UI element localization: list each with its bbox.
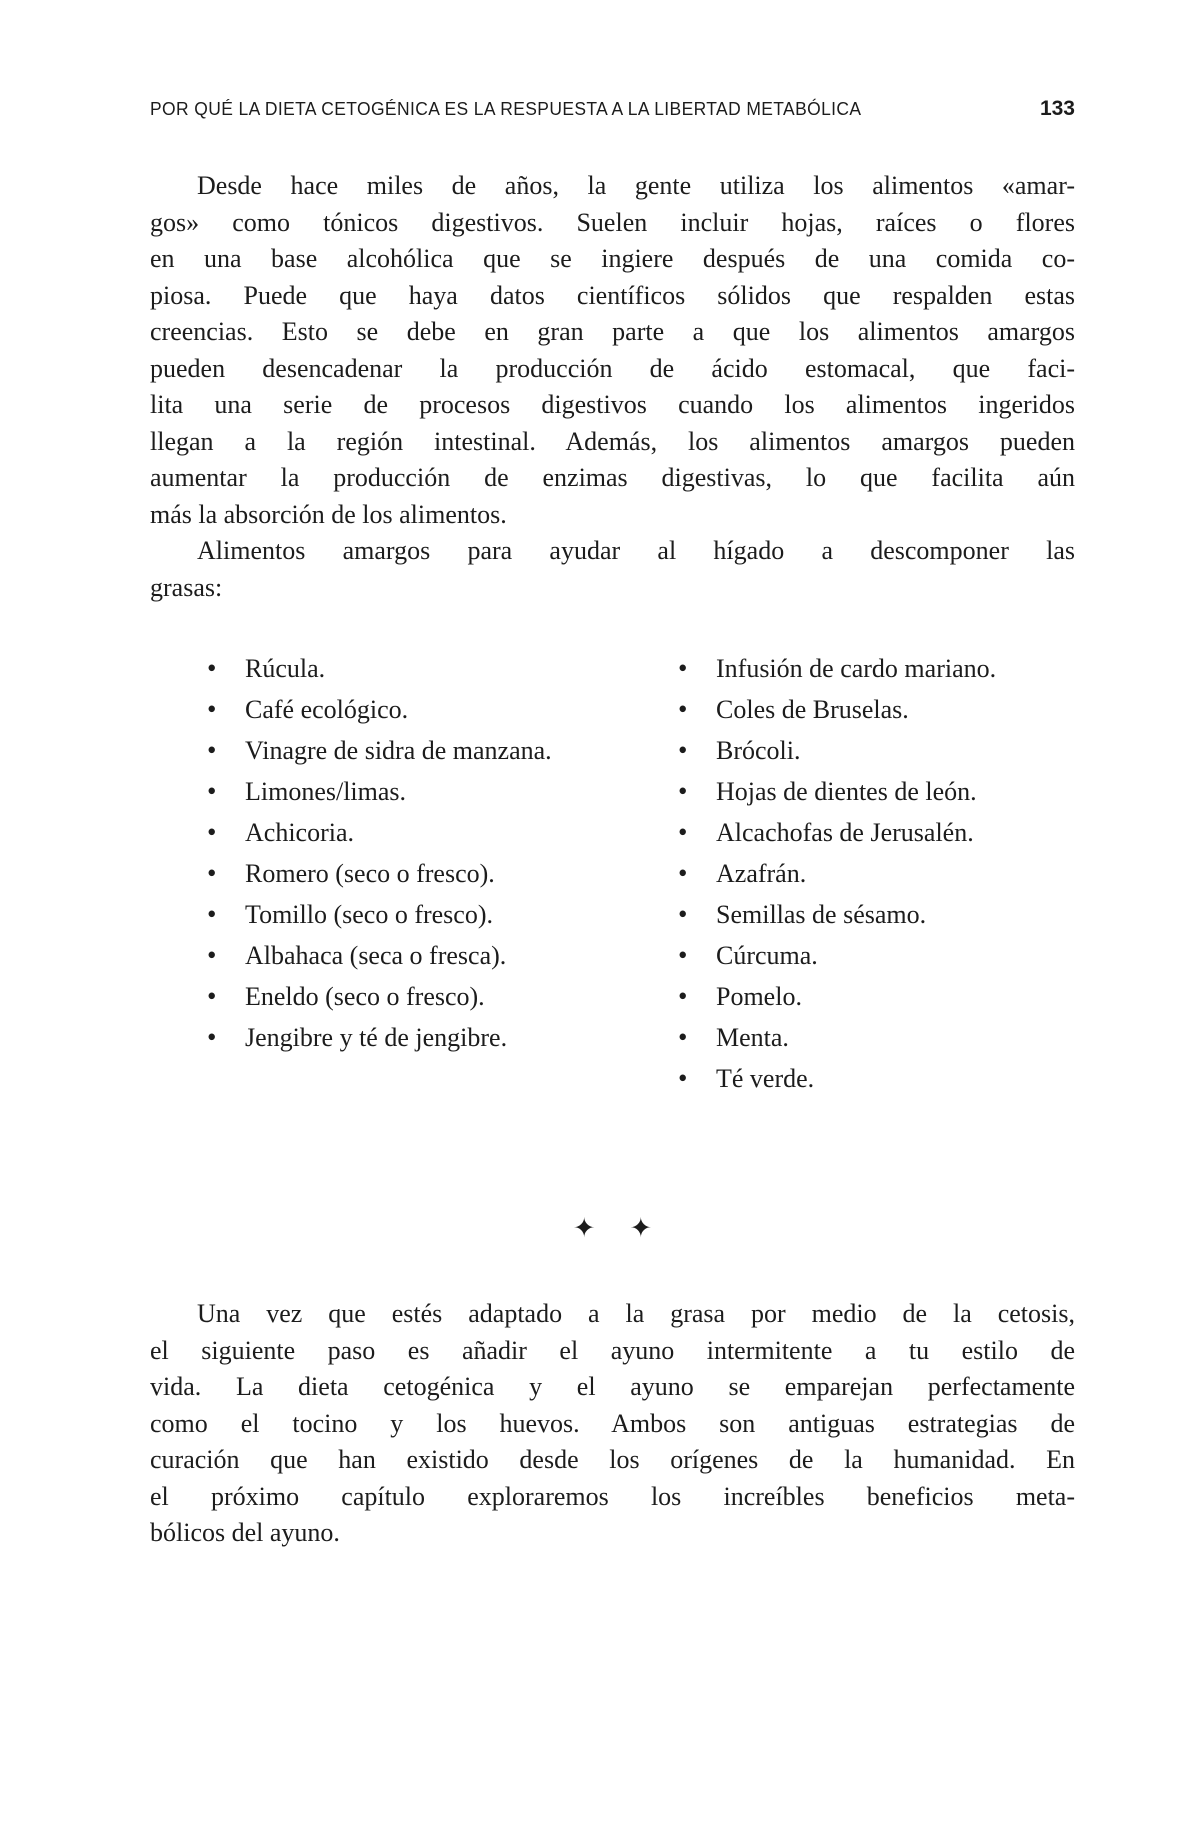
bullet-icon: • xyxy=(678,1063,688,1093)
list-item xyxy=(207,894,678,935)
list-item-label: Achicoria. xyxy=(245,818,355,847)
list-item xyxy=(678,853,1075,894)
bullet-icon: • xyxy=(207,817,217,847)
list-item xyxy=(678,1058,1075,1099)
bullet-icon: • xyxy=(207,899,217,929)
bullet-icon: • xyxy=(207,940,217,970)
list-item-label: Menta. xyxy=(716,1023,789,1052)
list-item xyxy=(207,812,678,853)
bullet-icon: • xyxy=(207,858,217,888)
list-item xyxy=(207,1017,678,1058)
list-item-label: Jengibre y té de jengibre. xyxy=(245,1023,508,1052)
bullet-icon: • xyxy=(207,981,217,1011)
text-line: más la absorción de los alimentos. xyxy=(150,499,507,529)
list-item xyxy=(678,894,1075,935)
bullet-icon: • xyxy=(207,735,217,765)
text-line: gos» como tónicos digestivos. Suelen incluir hojas, raíces o flores xyxy=(150,207,1075,237)
list-item xyxy=(678,730,1075,771)
list-item xyxy=(678,976,1075,1017)
text-line: bólicos del ayuno. xyxy=(150,1518,340,1547)
bullet-icon: • xyxy=(678,653,688,683)
list-item-label: Eneldo (seco o fresco). xyxy=(245,982,485,1011)
text-line: curación que han existido desde los orígenes de la humanidad. En xyxy=(150,1445,1075,1474)
list-item-label: Azafrán. xyxy=(716,859,807,888)
bullet-icon: • xyxy=(678,1022,688,1052)
text-line: el siguiente paso es añadir el ayuno intermitente a tu estilo de xyxy=(150,1335,1075,1365)
text-line: como el tocino y los huevos. Ambos son antiguas estrategias de xyxy=(150,1408,1075,1438)
list-item xyxy=(207,853,678,894)
bullet-icon: • xyxy=(678,899,688,929)
list-item-label: Vinagre de sidra de manzana. xyxy=(245,736,552,765)
list-item xyxy=(207,730,678,771)
chapter-title: POR QUÉ LA DIETA CETOGÉNICA ES LA RESPUESTA A LA LIBERTAD METABÓLICA xyxy=(150,99,862,119)
list-item xyxy=(678,689,1075,730)
text-line: aumentar la producción de enzimas digestivas, lo que facilita aún xyxy=(150,463,1075,492)
bullet-icon: • xyxy=(207,776,217,806)
text-line: Alimentos amargos para ayudar al hígado a descomponer las xyxy=(197,536,1075,565)
text-line: lita una serie de procesos digestivos cuando los alimentos ingeridos xyxy=(150,390,1075,419)
list-item-label: Hojas de dientes de león. xyxy=(716,777,977,806)
page-number: 133 xyxy=(1039,97,1075,120)
text-line: llegan a la región intestinal. Además, los alimentos amargos pueden xyxy=(150,426,1075,456)
bullet-icon: • xyxy=(678,776,688,806)
text-line: Desde hace miles de años, la gente utiliza los alimentos «amar- xyxy=(197,171,1075,200)
text-line: pueden desencadenar la producción de ácido estomacal, que faci- xyxy=(150,353,1075,383)
bullet-icon: • xyxy=(678,858,688,888)
paragraph-bitter-foods xyxy=(150,168,1075,533)
paragraph-fasting xyxy=(150,1296,1075,1552)
list-item-label: Semillas de sésamo. xyxy=(716,900,927,929)
list-item xyxy=(207,648,678,689)
list-item-label: Albahaca (seca o fresca). xyxy=(245,941,507,970)
text-line: en una base alcohólica que se ingiere después de una comida co- xyxy=(150,244,1075,273)
bullet-icon: • xyxy=(678,694,688,724)
list-item-label: Café ecológico. xyxy=(245,695,409,724)
text-line: vida. La dieta cetogénica y el ayuno se emparejan perfectamente xyxy=(150,1372,1075,1401)
list-item-label: Pomelo. xyxy=(716,982,802,1011)
list-item-label: Limones/limas. xyxy=(245,777,407,806)
list-item xyxy=(207,771,678,812)
list-item-label: Tomillo (seco o fresco). xyxy=(245,900,493,929)
bullet-icon: • xyxy=(678,940,688,970)
text-line: piosa. Puede que haya datos científicos sólidos que respalden estas xyxy=(150,280,1075,310)
list-column-left xyxy=(207,648,678,1099)
list-item-label: Brócoli. xyxy=(716,736,801,765)
list-item-label: Coles de Bruselas. xyxy=(716,695,909,724)
list-item xyxy=(678,1017,1075,1058)
text-line: grasas: xyxy=(150,572,223,602)
bullet-icon: • xyxy=(207,1022,217,1052)
bullet-icon: • xyxy=(678,981,688,1011)
bitter-foods-list xyxy=(207,648,1075,1099)
bullet-icon: • xyxy=(207,694,217,724)
list-item xyxy=(207,935,678,976)
four-pointed-star-icon: ✦ xyxy=(572,1212,596,1244)
list-item-label: Infusión de cardo mariano. xyxy=(716,654,997,683)
list-item-label: Alcachofas de Jerusalén. xyxy=(716,818,974,847)
paragraph-list-intro xyxy=(150,533,1075,606)
text-line: creencias. Esto se debe en gran parte a que los alimentos amargos xyxy=(150,317,1075,346)
list-item xyxy=(207,689,678,730)
list-item-label: Cúrcuma. xyxy=(716,941,818,970)
list-column-right xyxy=(678,648,1075,1099)
list-item-label: Rúcula. xyxy=(245,654,326,683)
list-item xyxy=(678,935,1075,976)
text-line: el próximo capítulo exploraremos los increíbles beneficios meta- xyxy=(150,1481,1075,1511)
list-item xyxy=(678,771,1075,812)
list-item xyxy=(207,976,678,1017)
bullet-icon: • xyxy=(207,653,217,683)
text-line: Una vez que estés adaptado a la grasa por medio de la cetosis, xyxy=(197,1299,1075,1328)
list-item-label: Té verde. xyxy=(716,1064,815,1093)
bullet-icon: • xyxy=(678,735,688,765)
list-item xyxy=(678,648,1075,689)
bullet-icon: • xyxy=(678,817,688,847)
running-header xyxy=(150,97,1075,121)
four-pointed-star-icon: ✦ xyxy=(629,1212,653,1244)
list-item xyxy=(678,812,1075,853)
section-break xyxy=(150,1207,1075,1249)
book-page xyxy=(150,97,1075,1552)
list-item-label: Romero (seco o fresco). xyxy=(245,859,495,888)
